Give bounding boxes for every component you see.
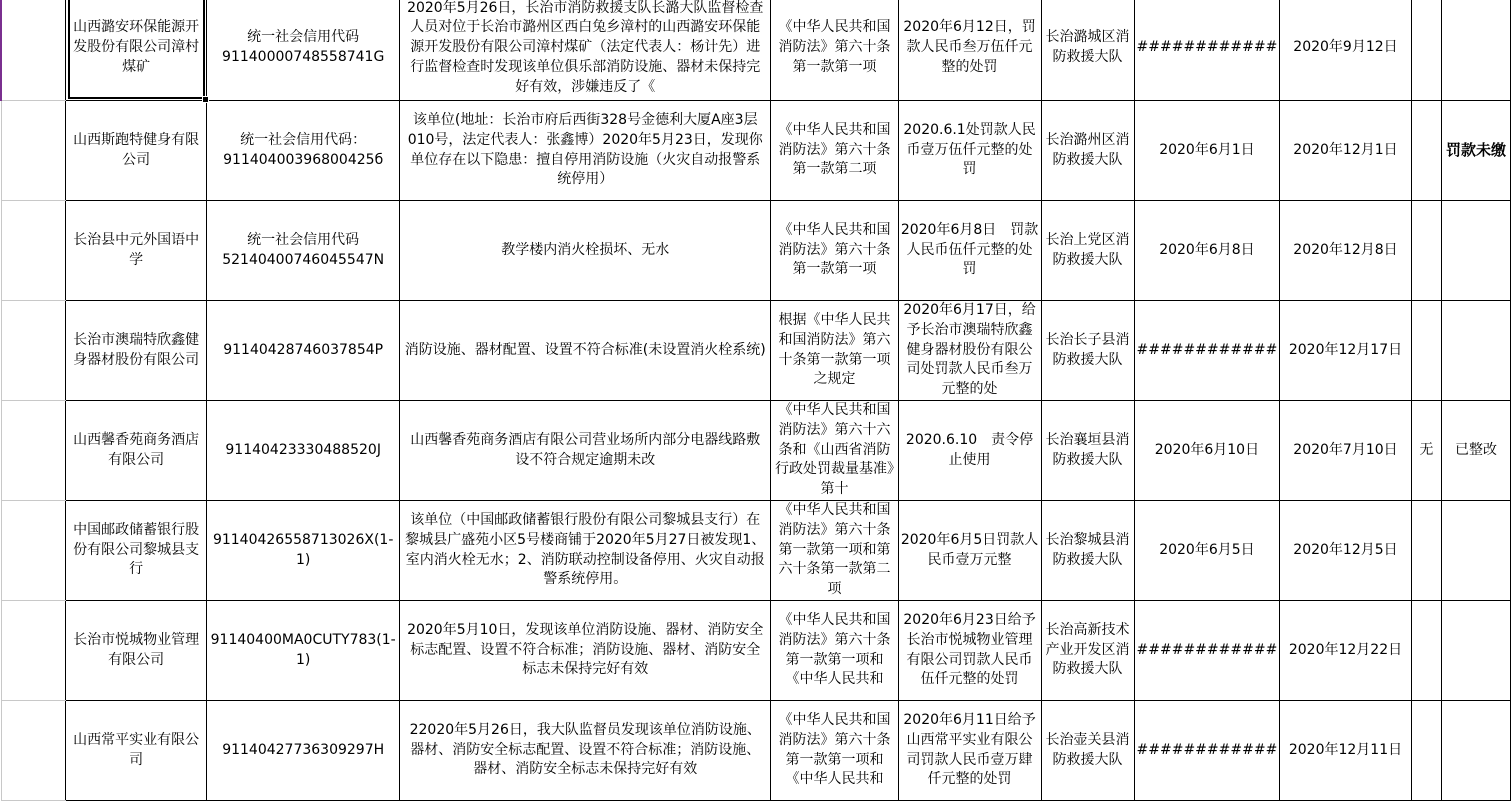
company-name-cell-text: 山西馨香苑商务酒店有限公司 — [73, 431, 200, 468]
decision-date-cell-text: 2020年6月5日 — [1159, 541, 1255, 558]
decision-date-cell-text: 2020年6月1日 — [1159, 141, 1255, 158]
publicity-expiry-cell[interactable] — [1280, 0, 1411, 101]
penalty-result-cell[interactable] — [898, 301, 1041, 401]
credit-code-cell[interactable] — [207, 201, 400, 301]
penalty-result-cell[interactable] — [898, 501, 1041, 601]
note-cell[interactable] — [1411, 601, 1441, 701]
penalty-result-cell-text: 2020年6月17日，给予长治市澳瑞特欣鑫健身器材股份有限公司处罚款人民币叁万元整的处 — [903, 302, 1036, 398]
enforcement-agency-cell-text: 长治上党区消防救援大队 — [1045, 231, 1130, 268]
enforcement-agency-cell[interactable] — [1041, 401, 1134, 501]
table-row — [1, 201, 1511, 301]
status-cell[interactable] — [1442, 0, 1511, 101]
company-name-cell[interactable] — [66, 601, 207, 701]
blank-cell[interactable] — [1, 701, 66, 801]
legal-basis-cell-text: 根据《中华人民共和国消防法》第六十条第一款第一项之规定 — [778, 311, 891, 388]
legal-basis-cell-text: 《中华人民共和国消防法》第六十条第一款第一项和《中华人民共和 — [778, 611, 891, 688]
credit-code-cell-text: 统一社会信用代码91140000748558741G — [222, 29, 385, 65]
blank-cell[interactable] — [1, 401, 66, 501]
blank-cell[interactable] — [1, 201, 66, 301]
decision-date-cell[interactable] — [1134, 401, 1280, 501]
note-cell[interactable] — [1411, 0, 1441, 101]
enforcement-agency-cell-text: 长治潞州区消防救援大队 — [1045, 131, 1130, 168]
blank-cell[interactable] — [1, 0, 66, 101]
publicity-expiry-cell[interactable] — [1280, 701, 1411, 801]
publicity-expiry-cell-text: 2020年12月8日 — [1293, 241, 1398, 258]
penalty-result-cell-text: 2020年6月12日，罚款人民币叁万伍仟元整的处罚 — [903, 19, 1036, 75]
status-cell-text: 已整改 — [1455, 441, 1498, 458]
penalty-result-cell-text: 2020年6月8日 罚款人民币伍仟元整的处罚 — [900, 221, 1039, 278]
credit-code-cell[interactable] — [207, 501, 400, 601]
enforcement-agency-cell[interactable] — [1041, 0, 1134, 101]
legal-basis-cell-text: 《中华人民共和国消防法》第六十条第一款第一项和《中华人民共和 — [778, 711, 891, 788]
status-cell[interactable] — [1442, 301, 1511, 401]
decision-date-cell-text: ############ — [1136, 39, 1278, 56]
company-name-cell[interactable] — [66, 401, 207, 501]
credit-code-cell-text: 91140423330488520J — [225, 441, 381, 458]
company-name-cell[interactable] — [66, 701, 207, 801]
violation-detail-cell-text: 该单位（中国邮政储蓄银行股份有限公司黎城县支行）在黎城县广盛苑小区5号楼商铺于2020年5月27日被发现1、室内消火栓无水；2、消防联动控制设备停用、火灾自动报警系统停用。 — [405, 511, 766, 588]
status-cell[interactable] — [1442, 701, 1511, 801]
enforcement-agency-cell[interactable] — [1041, 301, 1134, 401]
penalty-result-cell-text: 2020年6月23日给予长治市悦城物业管理有限公司罚款人民币伍仟元整的处罚 — [903, 611, 1036, 688]
table-row — [1, 701, 1511, 801]
blank-cell[interactable] — [1, 501, 66, 601]
penalty-result-cell[interactable] — [898, 701, 1041, 801]
legal-basis-cell[interactable] — [771, 201, 898, 301]
table-row — [1, 501, 1511, 601]
legal-basis-cell[interactable] — [771, 601, 898, 701]
violation-detail-cell-text: 22020年5月26日，我大队监督员发现该单位消防设施、器材、消防安全标志配置、设置不符合标准；消防设施、器材、消防安全标志未保持完好有效 — [409, 721, 761, 778]
decision-date-cell[interactable] — [1134, 701, 1280, 801]
penalty-result-cell[interactable] — [898, 401, 1041, 501]
violation-detail-cell[interactable] — [400, 601, 771, 701]
violation-detail-cell-text: 2020年5月10日，发现该单位消防设施、器材、消防安全标志配置、设置不符合标准；消防设施、器材、消防安全标志未保持完好有效 — [407, 621, 764, 678]
note-cell[interactable] — [1411, 501, 1441, 601]
violation-detail-cell[interactable] — [400, 401, 771, 501]
legal-basis-cell[interactable] — [771, 701, 898, 801]
violation-detail-cell-text: 山西馨香苑商务酒店有限公司营业场所内部分电器线路敷设不符合规定逾期未改 — [410, 431, 761, 468]
violation-detail-cell[interactable] — [400, 0, 771, 101]
publicity-expiry-cell-text: 2020年7月10日 — [1293, 441, 1398, 458]
publicity-expiry-cell-text: 2020年12月5日 — [1293, 541, 1398, 558]
company-name-cell-text: 长治市悦城物业管理有限公司 — [73, 631, 200, 668]
status-cell[interactable] — [1442, 101, 1511, 201]
credit-code-cell-text: 91140400MA0CUTY783(1-1) — [210, 631, 396, 668]
enforcement-agency-cell[interactable] — [1041, 101, 1134, 201]
table-row — [1, 301, 1511, 401]
legal-basis-cell[interactable] — [771, 401, 898, 501]
blank-cell[interactable] — [1, 601, 66, 701]
decision-date-cell[interactable] — [1134, 501, 1280, 601]
enforcement-agency-cell-text: 长治襄垣县消防救援大队 — [1045, 431, 1130, 468]
decision-date-cell-text: 2020年6月8日 — [1159, 241, 1255, 258]
credit-code-cell[interactable] — [207, 0, 400, 101]
credit-code-cell-text: 91140427736309297H — [222, 741, 385, 758]
publicity-expiry-cell[interactable] — [1280, 201, 1411, 301]
publicity-expiry-cell[interactable] — [1280, 301, 1411, 401]
publicity-expiry-cell-text: 2020年12月1日 — [1293, 141, 1398, 158]
company-name-cell[interactable] — [66, 501, 207, 601]
company-name-cell-text: 长治县中元外国语中学 — [73, 231, 200, 268]
violation-detail-cell-text: 教学楼内消火栓损坏、无水 — [501, 241, 670, 258]
credit-code-cell-text: 91140428746037854P — [223, 341, 384, 358]
credit-code-cell-text: 统一社会信用代码52140400746045547N — [222, 231, 385, 268]
credit-code-cell[interactable] — [207, 701, 400, 801]
decision-date-cell[interactable] — [1134, 0, 1280, 101]
violation-detail-cell[interactable] — [400, 101, 771, 201]
table-row — [1, 401, 1511, 501]
decision-date-cell[interactable] — [1134, 201, 1280, 301]
publicity-expiry-cell-text: 2020年12月17日 — [1288, 341, 1403, 358]
table-row — [1, 101, 1511, 201]
enforcement-agency-cell[interactable] — [1041, 601, 1134, 701]
credit-code-cell[interactable] — [207, 601, 400, 701]
table-row — [1, 0, 1511, 101]
credit-code-cell[interactable] — [207, 401, 400, 501]
decision-date-cell[interactable] — [1134, 601, 1280, 701]
legal-basis-cell-text: 《中华人民共和国消防法》第六十六条和《山西省消防行政处罚裁量基准》第十 — [775, 402, 894, 498]
status-cell[interactable] — [1442, 501, 1511, 601]
status-cell[interactable] — [1442, 401, 1511, 501]
legal-basis-cell-text: 《中华人民共和国消防法》第六十条第一款第二项 — [778, 121, 891, 178]
blank-cell[interactable] — [1, 101, 66, 201]
enforcement-agency-cell[interactable] — [1041, 701, 1134, 801]
violation-detail-cell-text: 消防设施、器材配置、设置不符合标准(未设置消火栓系统) — [404, 341, 766, 358]
penalty-result-cell[interactable] — [898, 0, 1041, 101]
violation-detail-cell[interactable] — [400, 201, 771, 301]
publicity-expiry-cell-text: 2020年9月12日 — [1293, 39, 1398, 56]
status-cell-text: 罚款未缴 — [1446, 140, 1507, 159]
company-name-cell[interactable] — [66, 0, 207, 101]
enforcement-agency-cell[interactable] — [1041, 501, 1134, 601]
penalty-result-cell-text: 2020年6月5日罚款人民币壹万元整 — [900, 531, 1039, 568]
credit-code-cell-text: 91140426558713026X(1-1) — [212, 531, 394, 568]
legal-basis-cell[interactable] — [771, 0, 898, 101]
company-name-cell[interactable] — [66, 101, 207, 201]
legal-basis-cell[interactable] — [771, 501, 898, 601]
violation-detail-cell-text: 2020年5月26日，长治市消防救援支队长潞大队监督检查人员对位于长治市潞州区西白兔乡漳村的山西潞安环保能源开发股份有限公司漳村煤矿（法定代表人：杨计先）进行监督检查时发现该单位俱乐部消防设施、器材未保持完好有效，涉嫌违反了《 — [407, 0, 764, 95]
legal-basis-cell-text: 《中华人民共和国消防法》第六十条第一款第一项 — [778, 19, 891, 75]
enforcement-agency-cell-text: 长治高新技术产业开发区消防救援大队 — [1045, 621, 1130, 678]
publicity-expiry-cell[interactable] — [1280, 401, 1411, 501]
fill-handle[interactable] — [202, 96, 209, 103]
company-name-cell-text: 长治市澳瑞特欣鑫健身器材股份有限公司 — [73, 331, 200, 368]
status-cell[interactable] — [1442, 601, 1511, 701]
penalty-result-cell[interactable] — [898, 601, 1041, 701]
violation-detail-cell-text: 该单位(地址：长治市府后西街328号金德利大厦A座3层010号，法定代表人：张鑫博）2020年5月23日，发现你单位存在以下隐患：擅自停用消防设施（火灾自动报警系统停用） — [407, 111, 763, 188]
publicity-expiry-cell-text: 2020年12月22日 — [1288, 641, 1403, 658]
company-name-cell-text: 山西潞安环保能源开发股份有限公司漳村煤矿 — [73, 19, 200, 75]
publicity-expiry-cell[interactable] — [1280, 501, 1411, 601]
legal-basis-cell[interactable] — [771, 101, 898, 201]
note-cell[interactable] — [1411, 201, 1441, 301]
note-cell[interactable] — [1411, 101, 1441, 201]
violation-detail-cell[interactable] — [400, 301, 771, 401]
penalty-result-cell-text: 2020.6.10 责令停止使用 — [905, 431, 1034, 468]
note-cell[interactable] — [1411, 401, 1441, 501]
blank-cell[interactable] — [1, 301, 66, 401]
table-row — [1, 601, 1511, 701]
decision-date-cell-text: 2020年6月10日 — [1154, 441, 1260, 458]
decision-date-cell-text: ############ — [1136, 741, 1278, 758]
publicity-expiry-cell[interactable] — [1280, 101, 1411, 201]
penalty-result-cell-text: 2020.6.1处罚款人民币壹万伍仟元整的处罚 — [903, 121, 1036, 178]
decision-date-cell-text: ############ — [1136, 641, 1278, 658]
company-name-cell-text: 中国邮政储蓄银行股份有限公司黎城县支行 — [73, 521, 200, 578]
decision-date-cell[interactable] — [1134, 301, 1280, 401]
penalty-result-cell-text: 2020年6月11日给予山西常平实业有限公司罚款人民币壹万肆仟元整的处罚 — [903, 711, 1036, 788]
publicity-expiry-cell-text: 2020年12月11日 — [1288, 741, 1403, 758]
note-cell-text: 无 — [1419, 441, 1434, 458]
note-cell[interactable] — [1411, 701, 1441, 801]
credit-code-cell-text: 统一社会信用代码：91140400396800425б — [223, 131, 384, 168]
credit-code-cell[interactable] — [207, 301, 400, 401]
violation-detail-cell[interactable] — [400, 501, 771, 601]
enforcement-agency-cell-text: 长治潞城区消防救援大队 — [1045, 29, 1130, 65]
enforcement-agency-cell-text: 长治黎城县消防救援大队 — [1045, 531, 1130, 568]
status-cell[interactable] — [1442, 201, 1511, 301]
enforcement-agency-cell[interactable] — [1041, 201, 1134, 301]
violation-detail-cell[interactable] — [400, 701, 771, 801]
enforcement-agency-cell-text: 长治壶关县消防救援大队 — [1045, 731, 1130, 768]
company-name-cell-text: 山西常平实业有限公司 — [73, 731, 200, 768]
credit-code-cell[interactable] — [207, 101, 400, 201]
legal-basis-cell-text: 《中华人民共和国消防法》第六十条第一款第一项和第六十条第一款第二项 — [778, 502, 891, 598]
penalty-result-cell[interactable] — [898, 101, 1041, 201]
penalty-result-cell[interactable] — [898, 201, 1041, 301]
company-name-cell[interactable] — [66, 301, 207, 401]
note-cell[interactable] — [1411, 301, 1441, 401]
decision-date-cell-text: ############ — [1136, 341, 1278, 358]
legal-basis-cell[interactable] — [771, 301, 898, 401]
publicity-expiry-cell[interactable] — [1280, 601, 1411, 701]
company-name-cell[interactable] — [66, 201, 207, 301]
legal-basis-cell-text: 《中华人民共和国消防法》第六十条第一款第一项 — [778, 221, 891, 278]
company-name-cell-text: 山西斯跑特健身有限公司 — [73, 131, 200, 168]
enforcement-agency-cell-text: 长治长子县消防救援大队 — [1045, 331, 1130, 368]
decision-date-cell[interactable] — [1134, 101, 1280, 201]
